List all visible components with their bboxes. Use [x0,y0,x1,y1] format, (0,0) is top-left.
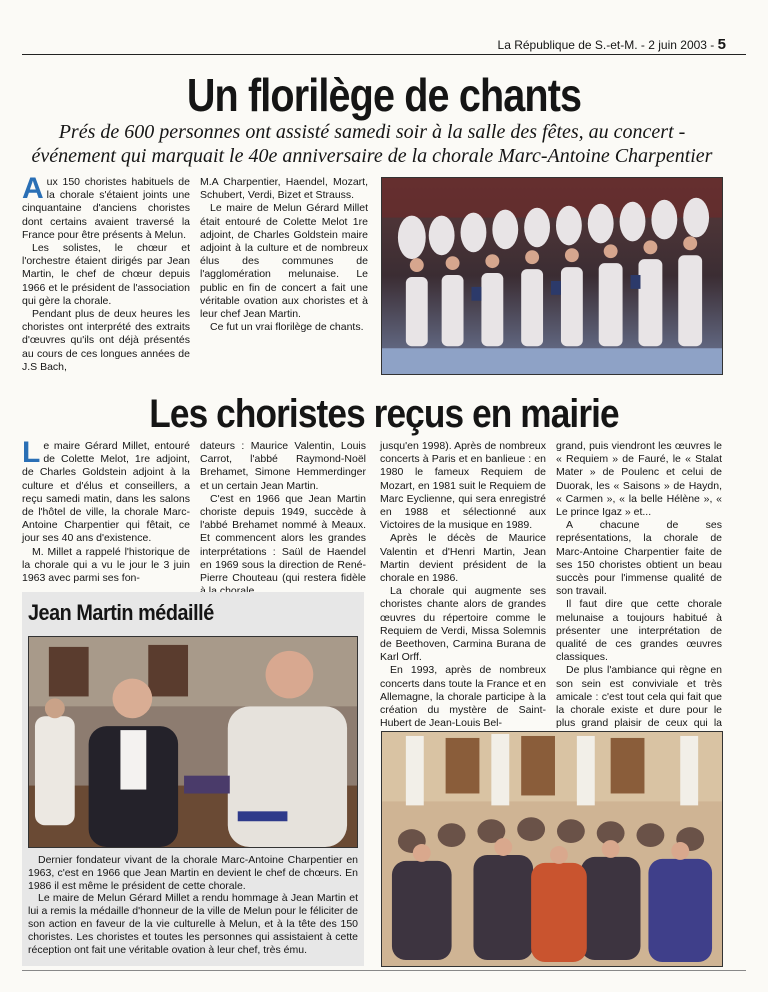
paragraph: grand, puis viendront les œuvres le « Requiem » de Fauré, le « Stalat Mater » de Poulenc et celui de Duorak, les « Saisons » de Haydn, « Carmen », « la belle Hélène », « Le prince Igaz » et... [556,440,722,519]
article2-col1 [22,436,190,585]
header-info: La République de S.-et-M. - 2 juin 2003 - [497,38,715,52]
paragraph: Ce fut un vrai florilège de chants. [210,321,364,334]
article2-col3 [380,440,546,730]
paragraph: Il faut dire que cette chorale melunaise a toujours habitué à présenter une interprétation de qualité de ces grandes œuvres classiques. [556,598,722,664]
article2-col4 [556,440,722,744]
drop-cap: L [22,436,41,469]
box-caption [28,854,358,956]
reception-photo [381,731,723,967]
paragraph: La chorale qui augmente ses choristes chante alors de grandes œuvres du répertoire comme le Requiem de Verdi, Missa Solemnis de Beethoven, Carmina Burana de Karl Orff. [380,585,546,664]
article2-col2 [200,440,366,598]
page-header [498,36,726,53]
paragraph: ux 150 choristes habituels de la chorale s'étaient joints une cinquantaine d'anciens choristes dont certains avaient traversé la France pour être présents à Melun. [22,176,190,241]
top-rule [22,54,746,55]
bottom-rule [22,970,746,971]
paragraph: M. Millet a rappelé l'historique de la chorale qui a vu le jour le 3 juin 1963 avec parmi ses fon- [22,545,190,585]
box-title: Jean Martin médaillé [28,600,214,625]
paragraph: e maire Gérard Millet, entouré de Colette Melot, 1re adjoint, de Charles Goldstein adjoint à la culture et d'élus et conseillers, a reçu samedi matin, dans les salons de l'hôtel de ville, la chorale Marc-Antoine Charpentier qui fêtait, ce jour ses 40 ans d'existence. [22,440,190,545]
page-number: 5 [717,36,726,53]
headline-second: Les choristes reçus en mairie [149,392,619,436]
headline-main: Un florilège de chants [186,69,582,121]
sidebar-box [22,592,364,966]
medal-photo [28,636,358,848]
caption-paragraph: Le maire de Melun Gérard Millet a rendu hommage à Jean Martin et lui a remis la médaille d'honneur de la ville de Melun pour le féliciter de son action en faveur de la vie culturelle à Melun, et à la tête des 150 choristes. Les choristes et toutes les personnes qui assistaient à cette réception ont fait une véritable ovation à leur chef, très ému. [28,892,358,956]
paragraph: A chacune de ses représentations, la chorale de Marc-Antoine Charpentier faite de ses 150 choristes obtient un beau succès pour l'immense qualité de son travail. [556,519,722,598]
paragraph: De plus l'ambiance qui règne en son sein est conviviale et très amicale : c'est tout cela qui fait que la chorale existe et dure pour le plus grand plaisir de ceux qui la [556,664,722,730]
paragraph: dateurs : Maurice Valentin, Louis Carrot, l'abbé Raymond-Noël Brehamet, Simone Hemmerdinger et un certain Jean Martin. [200,440,366,492]
paragraph: jusqu'en 1998). Après de nombreux concerts à Paris et en banlieue : en 1980 le fameux Requiem de Mozart, en 1981 suit le Requiem de Marc Eyclienne, qui sera enregistré en 1988 et sélectionné aux Victoires de la musique en 1989. [380,440,546,532]
paragraph: Les solistes, le chœur et l'orchestre étaient dirigés par Jean Martin, le chef de chœur depuis 1966 et le président de l'association qui gère la chorale. [22,242,190,307]
article1-col2 [200,176,368,334]
caption-paragraph: Dernier fondateur vivant de la chorale Marc-Antoine Charpentier en 1963, c'est en 1966 que Jean Martin en devient le chef de chœurs. En 1986 il est même le président de cette chorale. [28,854,358,892]
drop-cap: A [22,172,44,205]
article1-col1 [22,172,190,374]
paragraph: M.A Charpentier, Haendel, Mozart, Schubert, Verdi, Bizet et Strauss. [200,176,368,202]
choir-photo [381,177,723,375]
paragraph: Pendant plus de deux heures les choristes ont interprété des extraits d'œuvres qu'ils ont déjà présentés au cours de ces longues années de J.S Bach, [22,308,190,373]
paragraph: Le maire de Melun Gérard Millet était entouré de Colette Melot 1re adjoint, de Charles Goldstein maire adjoint à la culture et de nombreux élus des communes de l'agglomération melunaise. Le public en fin de concert a fait une véritable ovation aux choristes et à leur chef Jean Martin. [200,202,368,321]
standfirst: Prés de 600 personnes ont assisté samedi soir à la salle des fêtes, au concert - événement qui marquait le 40e anniversaire de la chorale Marc-Antoine Charpentier [31,121,713,167]
paragraph: C'est en 1966 que Jean Martin choriste depuis 1949, succède à l'abbé Brehamet nommé à Meaux. Et commencent alors les grandes interprétations : Saül de Haendel en 1969 sous la direction de René-Pierre Chouteau (qui restera fidèle [200,492,366,585]
paragraph: En 1993, après de nombreux concerts dans toute la France et en Allemagne, la chorale participe à la création du mystère de Saint-Hubert de Jean-Louis Bel- [380,664,546,730]
paragraph: Après le décès de Maurice Valentin et d'Henri Martin, Jean Martin devient président de la chorale en 1986. [380,532,546,585]
